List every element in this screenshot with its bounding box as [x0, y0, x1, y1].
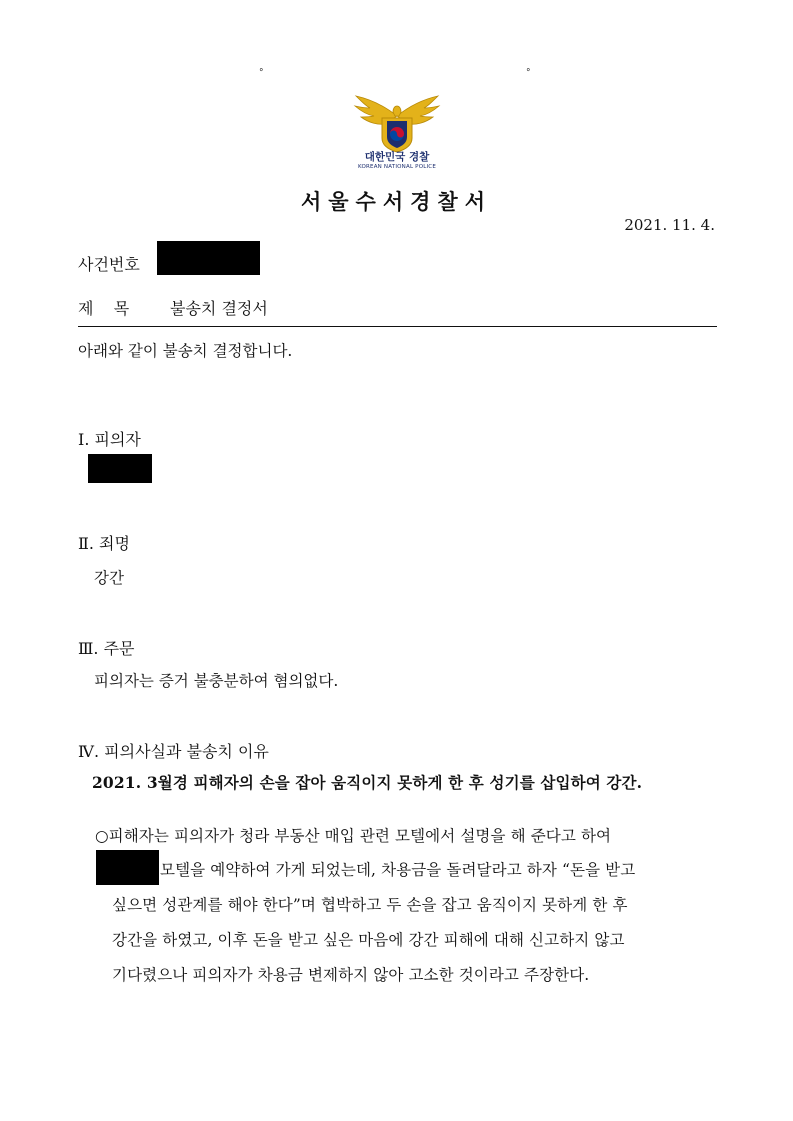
subject-value: 불송치 결정서: [170, 299, 268, 318]
order-heading: Ⅲ. 주문: [78, 639, 135, 658]
facts-line-5: 기다렸으나 피의자가 차용금 변제하지 않아 고소한 것이라고 주장한다.: [112, 966, 590, 984]
facts-line-1: ○피해자는 피의자가 청라 부동산 매입 관련 모텔에서 설명을 해 준다고 하여: [95, 827, 612, 845]
facts-heading: Ⅳ. 피의사실과 불송치 이유: [78, 742, 269, 761]
case-number-redaction: [157, 241, 260, 275]
document-title: 서울수서경찰서: [300, 189, 492, 214]
order-value: 피의자는 증거 불충분하여 혐의없다.: [94, 672, 339, 690]
logo-text-korean: 대한민국 경찰: [364, 151, 430, 163]
logo-text-english: KOREAN NATIONAL POLICE: [357, 164, 437, 170]
intro-text: 아래와 같이 불송치 결정합니다.: [78, 342, 293, 360]
header-divider: [78, 326, 717, 327]
charge-heading: Ⅱ. 죄명: [78, 534, 130, 553]
subject-label: 제 목: [78, 299, 130, 318]
facts-line-2: 모텔을 예약하여 가게 되었는데, 차용금을 돌려달라고 하자 “돈을 받고: [160, 861, 636, 879]
facts-line-4: 강간을 하였고, 이후 돈을 받고 싶은 마음에 강간 피해에 대해 신고하지 않고: [112, 931, 625, 949]
facts-line-3: 싶으면 성관계를 해야 한다”며 협박하고 두 손을 잡고 움직이지 못하게 한 후: [112, 896, 628, 914]
suspect-heading: Ⅰ. 피의자: [78, 430, 141, 449]
case-number-label: 사건번호: [78, 255, 140, 274]
header-mark-right: °: [526, 68, 531, 78]
suspect-name-redaction: [88, 454, 152, 483]
charge-value: 강간: [94, 569, 124, 587]
place-redaction: [96, 850, 159, 885]
facts-summary: 2021. 3월경 피해자의 손을 잡아 움직이지 못하게 한 후 성기를 삽입하여 강간.: [92, 773, 643, 792]
document-date: 2021. 11. 4.: [624, 216, 715, 234]
header-mark-left: °: [259, 68, 264, 78]
